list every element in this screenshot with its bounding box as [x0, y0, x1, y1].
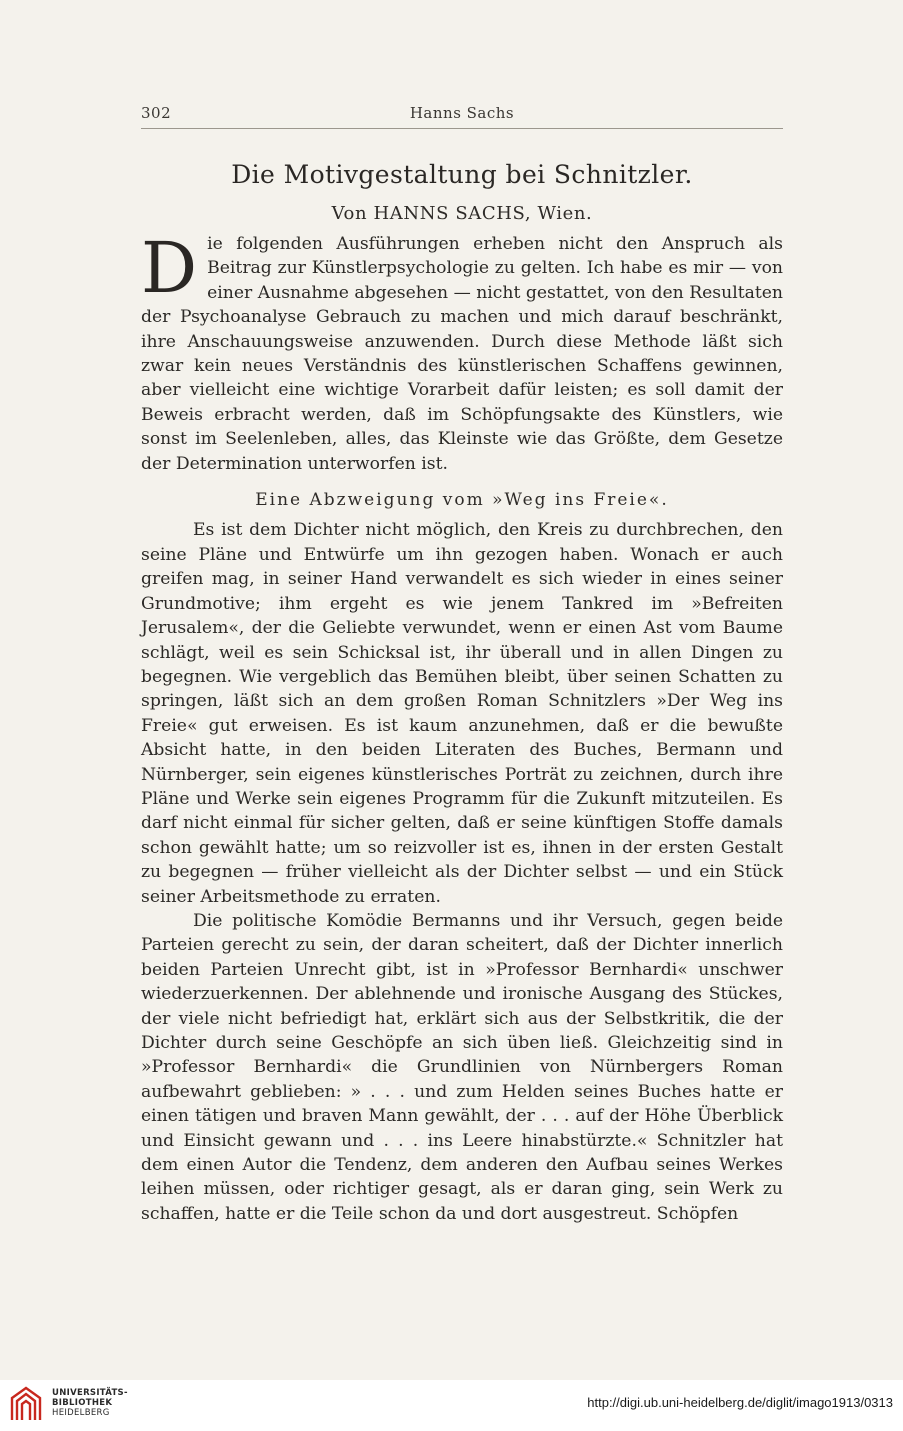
section-heading: Eine Abzweigung vom »Weg ins Freie«. — [255, 490, 669, 511]
library-logo-icon[interactable] — [8, 1384, 44, 1424]
library-name-line-3: HEIDELBERG — [52, 1408, 110, 1418]
page-number: 302 — [141, 104, 172, 122]
library-name-line-1: UNIVERSITÄTS- — [52, 1388, 128, 1398]
running-head — [141, 104, 783, 126]
intro-paragraph — [141, 227, 783, 476]
header-rule — [141, 128, 783, 129]
digitization-footer — [0, 1380, 903, 1431]
body-paragraph-1: Es ist dem Dichter nicht möglich, den Kreis zu durchbrechen, den seine Pläne und Entwürfe um ihn gezogen haben. Wonach er auch greifen mag, in seiner Hand verwandelt es sich wieder in eines seiner Grundmotive; ihm ergeht es wie jenem Tankred im »Befreiten Jerusalem«, der die Geliebte verwundet, wenn er einen Ast vom Baume schlägt, weil es sein Schicksal ist, ihr überall und in allen Dingen zu begegnen. Wie vergeblich das Bemühen bleibt, über seinen Schatten zu springen, läßt sich an dem großen Roman Schnitzlers »Der Weg ins Freie« gut erweisen. Es ist kaum anzunehmen, daß er die bewußte Absicht hatte, in den beiden Literaten des Buches, Bermann und Nürnberger, sein eigenes künstlerisches Porträt zu zeichnen, durch ihre Pläne und Werke sein eigenes Programm für die Zukunft mitzuteilen. Es darf nicht einmal für sicher gelten, daß er seine künftigen Stoffe damals schon gewählt hatte; um so reizvoller ist es, ihnen in der ersten Gestalt zu begegnen — früher vielleicht als der Dichter selbst — und ein Stück seiner Arbeitsmethode zu erraten. — [141, 520, 783, 907]
article-body — [141, 227, 783, 1226]
running-head-author: Hanns Sachs — [409, 104, 515, 122]
library-name-line-2: BIBLIOTHEK — [52, 1398, 113, 1408]
library-name[interactable] — [52, 1388, 128, 1418]
article-byline: Von HANNS SACHS, Wien. — [331, 203, 593, 224]
article-title: Die Motivgestaltung bei Schnitzler. — [231, 160, 693, 189]
source-url-link[interactable]: http://digi.ub.uni-heidelberg.de/diglit/imago1913/0313 — [587, 1395, 893, 1410]
intro-text: ie folgenden Ausführungen erheben nicht den Anspruch als Beitrag zur Künstlerpsychologie zu gelten. Ich habe es mir — von einer Ausnahme abgesehen — nicht gestattet, von den Resultaten der Psychoanalyse Gebrauch zu machen und mich darauf beschränkt, ihre Anschauungsweise anzuwenden. Durch diese Methode läßt sich zwar kein neues Verständnis des künstlerischen Schaffens gewinnen, aber vielleicht eine wichtige Vorarbeit dafür leisten; es soll damit der Beweis erbracht werden, daß im Schöpfungsakte des Künstlers, wie sonst im Seelenleben, alles, das Kleinste wie das Größte, dem Gesetze der Determination unterworfen ist. — [141, 234, 783, 474]
drop-cap: D — [141, 227, 198, 309]
body-paragraph-2: Die politische Komödie Bermanns und ihr Versuch, gegen beide Parteien gerecht zu sein, der daran scheitert, daß der Dichter innerlich beiden Parteien Unrecht gibt, ist in »Professor Bernhardi« unschwer wiederzuerkennen. Der ablehnende und ironische Ausgang des Stückes, der viele nicht befriedigt hat, erklärt sich aus der Selbstkritik, die der Dichter durch seine Geschöpfe an sich üben ließ. Gleichzeitig sind in »Professor Bernhardi« die Grundlinien von Nürnbergers Roman aufbewahrt geblieben: » . . . und zum Helden seines Buches hatte er einen tätigen und braven Mann gewählt, der . . . auf der Höhe Überblick und Einsicht gewann und . . . ins Leere hinabstürzte.« Schnitzler hat dem einen Autor die Tendenz, dem anderen den Aufbau seines Werkes leihen müssen, oder richtiger gesagt, als er daran ging, sein Werk zu schaffen, hatte er die Teile schon da und dort ausgestreut. Schöpfen — [141, 910, 783, 1224]
